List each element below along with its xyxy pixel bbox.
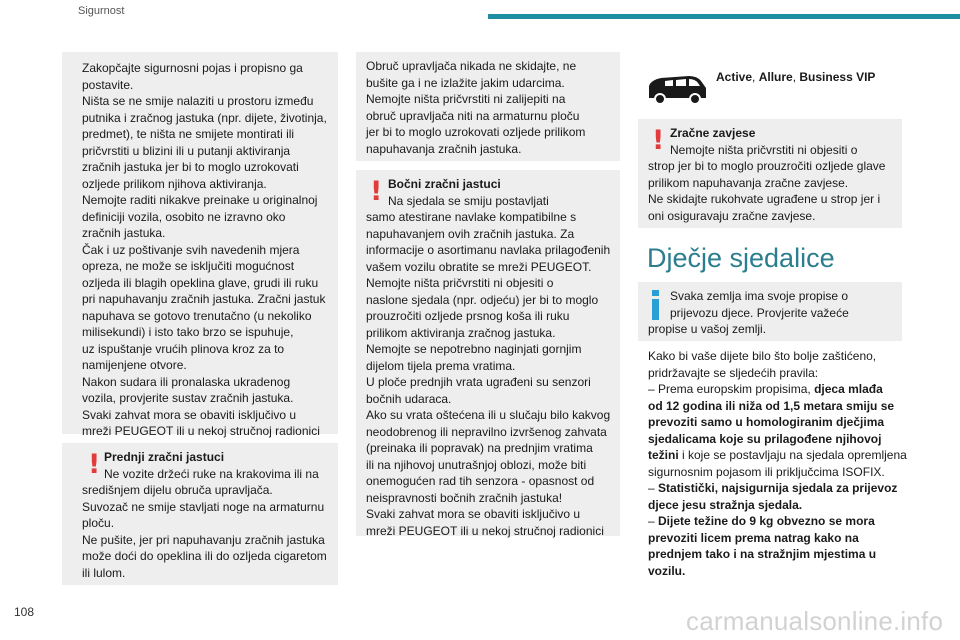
page-number: 108: [14, 605, 35, 619]
front-airbags-body: središnjem dijelu obruča upravljača. Suvozač ne smije stavljati noge na armaturnu ploču. Ne pušite, jer pri napuhavanju zračnih jastuka može doći do opeklina ili do ozljeda cigaretom ili lulom.: [82, 483, 327, 580]
child-transport-info: [638, 282, 902, 341]
trim-level-label: Active, Allure, Business VIP: [716, 70, 876, 84]
rule-1: – Prema europskim propisima, djeca mlađa: [648, 382, 883, 396]
section-heading: Dječje sjedalice: [647, 243, 835, 273]
rule-3: – Dijete težine do 9 kg obvezno se mora: [648, 514, 875, 528]
curtain-airbags-title: Zračne zavjese: [670, 126, 756, 140]
airbag-general-note: [62, 52, 338, 438]
front-airbags-warning: [62, 443, 338, 585]
curtain-airbags-body: strop jer bi to moglo prouzročiti ozljede glave prilikom napuhavanja zračne zavjese. Ne skidajte rukohvate ugrađene u strop jer i oni osiguravaju zračne zavjese.: [648, 159, 886, 223]
child-safety-rules: Kako bi vaše dijete bilo što bolje zaštićeno, pridržavajte se sljedećih pravila: – Prema europskim propisima, djeca mlađa od 12 godina ili niža od 1,5 metara smiju se prevoziti samo u homologiranim dječjima sjedalicama koje su prilagođene njihovoj težini i koje se postavljaju na sjedala opremljena sigurnosnim pojasom ili priključcima ISOFIX. – Statistički, najsigurnija sjedala za prijevoz djece jesu stražnja sjedala. – Dijete težine do 9 kg obvezno se mora prevoziti licem prema natrag kako na prednjem tako i na stražnjim mjestima u vozilu.: [648, 349, 907, 578]
running-header: Sigurnost: [78, 5, 125, 17]
front-airbags-title: Prednji zračni jastuci: [104, 450, 225, 464]
curtain-airbags-warning: [638, 119, 902, 228]
side-airbags-warning: [356, 170, 620, 536]
van-icon: [645, 72, 709, 106]
warning-icon: !: [370, 176, 383, 207]
side-airbags-body: samo atestirane navlake kompatibilne s napuhavanjem ovih zračnih jastuka. Za informacije o asortimanu navlaka prilagođenih vašem vozilu obratite se mreži PEUGEOT. Nemojte ništa pričvrstiti ni objesiti o naslone sjedala (npr. odjeću) jer bi to moglo prouzročiti ozljede prsnog koša ili ruku prilikom aktiviranja zračnog jastuka. Nemojte se nepotrebno naginjati gornjim dijelom tijela prema vratima. U ploče prednjih vrata ugrađeni su senzori bočnih udaraca. Ako su vrata oštećena ili u slučaju bilo kakvog neodobrenog ili nepravilno izvršenog zahvata (preinaka ili popravak) na prednjim vratima ili na njihovoj unutrašnjoj oblozi, može biti onemogućen rad tih senzora - opasnost od neispravnosti bočnih zračnih jastuka! Svaki zahvat mora se obaviti isključivo u mreži PEUGEOT ili u nekoj stručnoj radionici: [366, 210, 611, 538]
front-airbags-first-line: Ne vozite držeći ruke na krakovima ili na: [104, 466, 319, 481]
curtain-airbags-first-line: Nemojte ništa pričvrstiti ni objesiti o: [670, 142, 858, 157]
side-airbags-first-line: Na sjedala se smiju postavljati: [388, 193, 549, 208]
warning-icon: !: [88, 449, 101, 480]
airbag-general-text: Zakopčajte sigurnosni pojas i propisno ga postavite. Ništa se ne smije nalaziti u prostoru između putnika i zračnog jastuka (npr. dijete, životinja, predmet), te ništa ne smijete montirati ili pričvrstiti u blizini ili u putanji aktiviranja zračnih jastuka jer bi to moglo uzrokovati ozljede prilikom njihova aktiviranja. Nemojte raditi nikakve preinake u originalnoj definiciji vozila, osobito ne izravno oko zračnih jastuka. Čak i uz poštivanje svih navedenih mjera opreza, ne može se isključiti mogućnost ozljeda ili blagih opeklina glave, grudi ili ruku pri napuhavanju zračnih jastuka. Zračni jastuk napuhava se gotovo trenutačno (u nekoliko milisekundi) i isto tako brzo se ispuhuje, uz ispuštanje vrućih plinova kroz za to namijenjene otvore. Nakon sudara ili pronalaska ukradenog vozila, provjerite sustav zračnih jastuka. Svaki zahvat mora se obaviti isključivo u mreži PEUGEOT ili u nekoj stručnoj radionici: [82, 61, 327, 438]
steering-wheel-note: [356, 52, 620, 161]
info-second-line: prijevozu djece. Provjerite važeće: [670, 305, 849, 320]
rule-2: – Statistički, najsigurnija sjedala za prijevoz: [648, 481, 898, 495]
header-accent-bar: [488, 14, 960, 19]
side-airbags-title: Bočni zračni jastuci: [388, 177, 501, 191]
warning-icon: !: [652, 125, 665, 156]
watermark: carmanualsonline.info: [686, 606, 944, 636]
steering-wheel-text: Obruč upravljača nikada ne skidajte, ne bušite ga i ne izlažite jakim udarcima. Nemojte ništa pričvrstiti ni zalijepiti na obruč upravljača niti na armaturnu ploču jer bi to moglo uzrokovati ozljede prilikom napuhavanja zračnih jastuka.: [366, 59, 586, 156]
info-first-line: Svaka zemlja ima svoje propise o: [670, 289, 849, 303]
info-body: propise u vašoj zemlji.: [648, 322, 767, 336]
